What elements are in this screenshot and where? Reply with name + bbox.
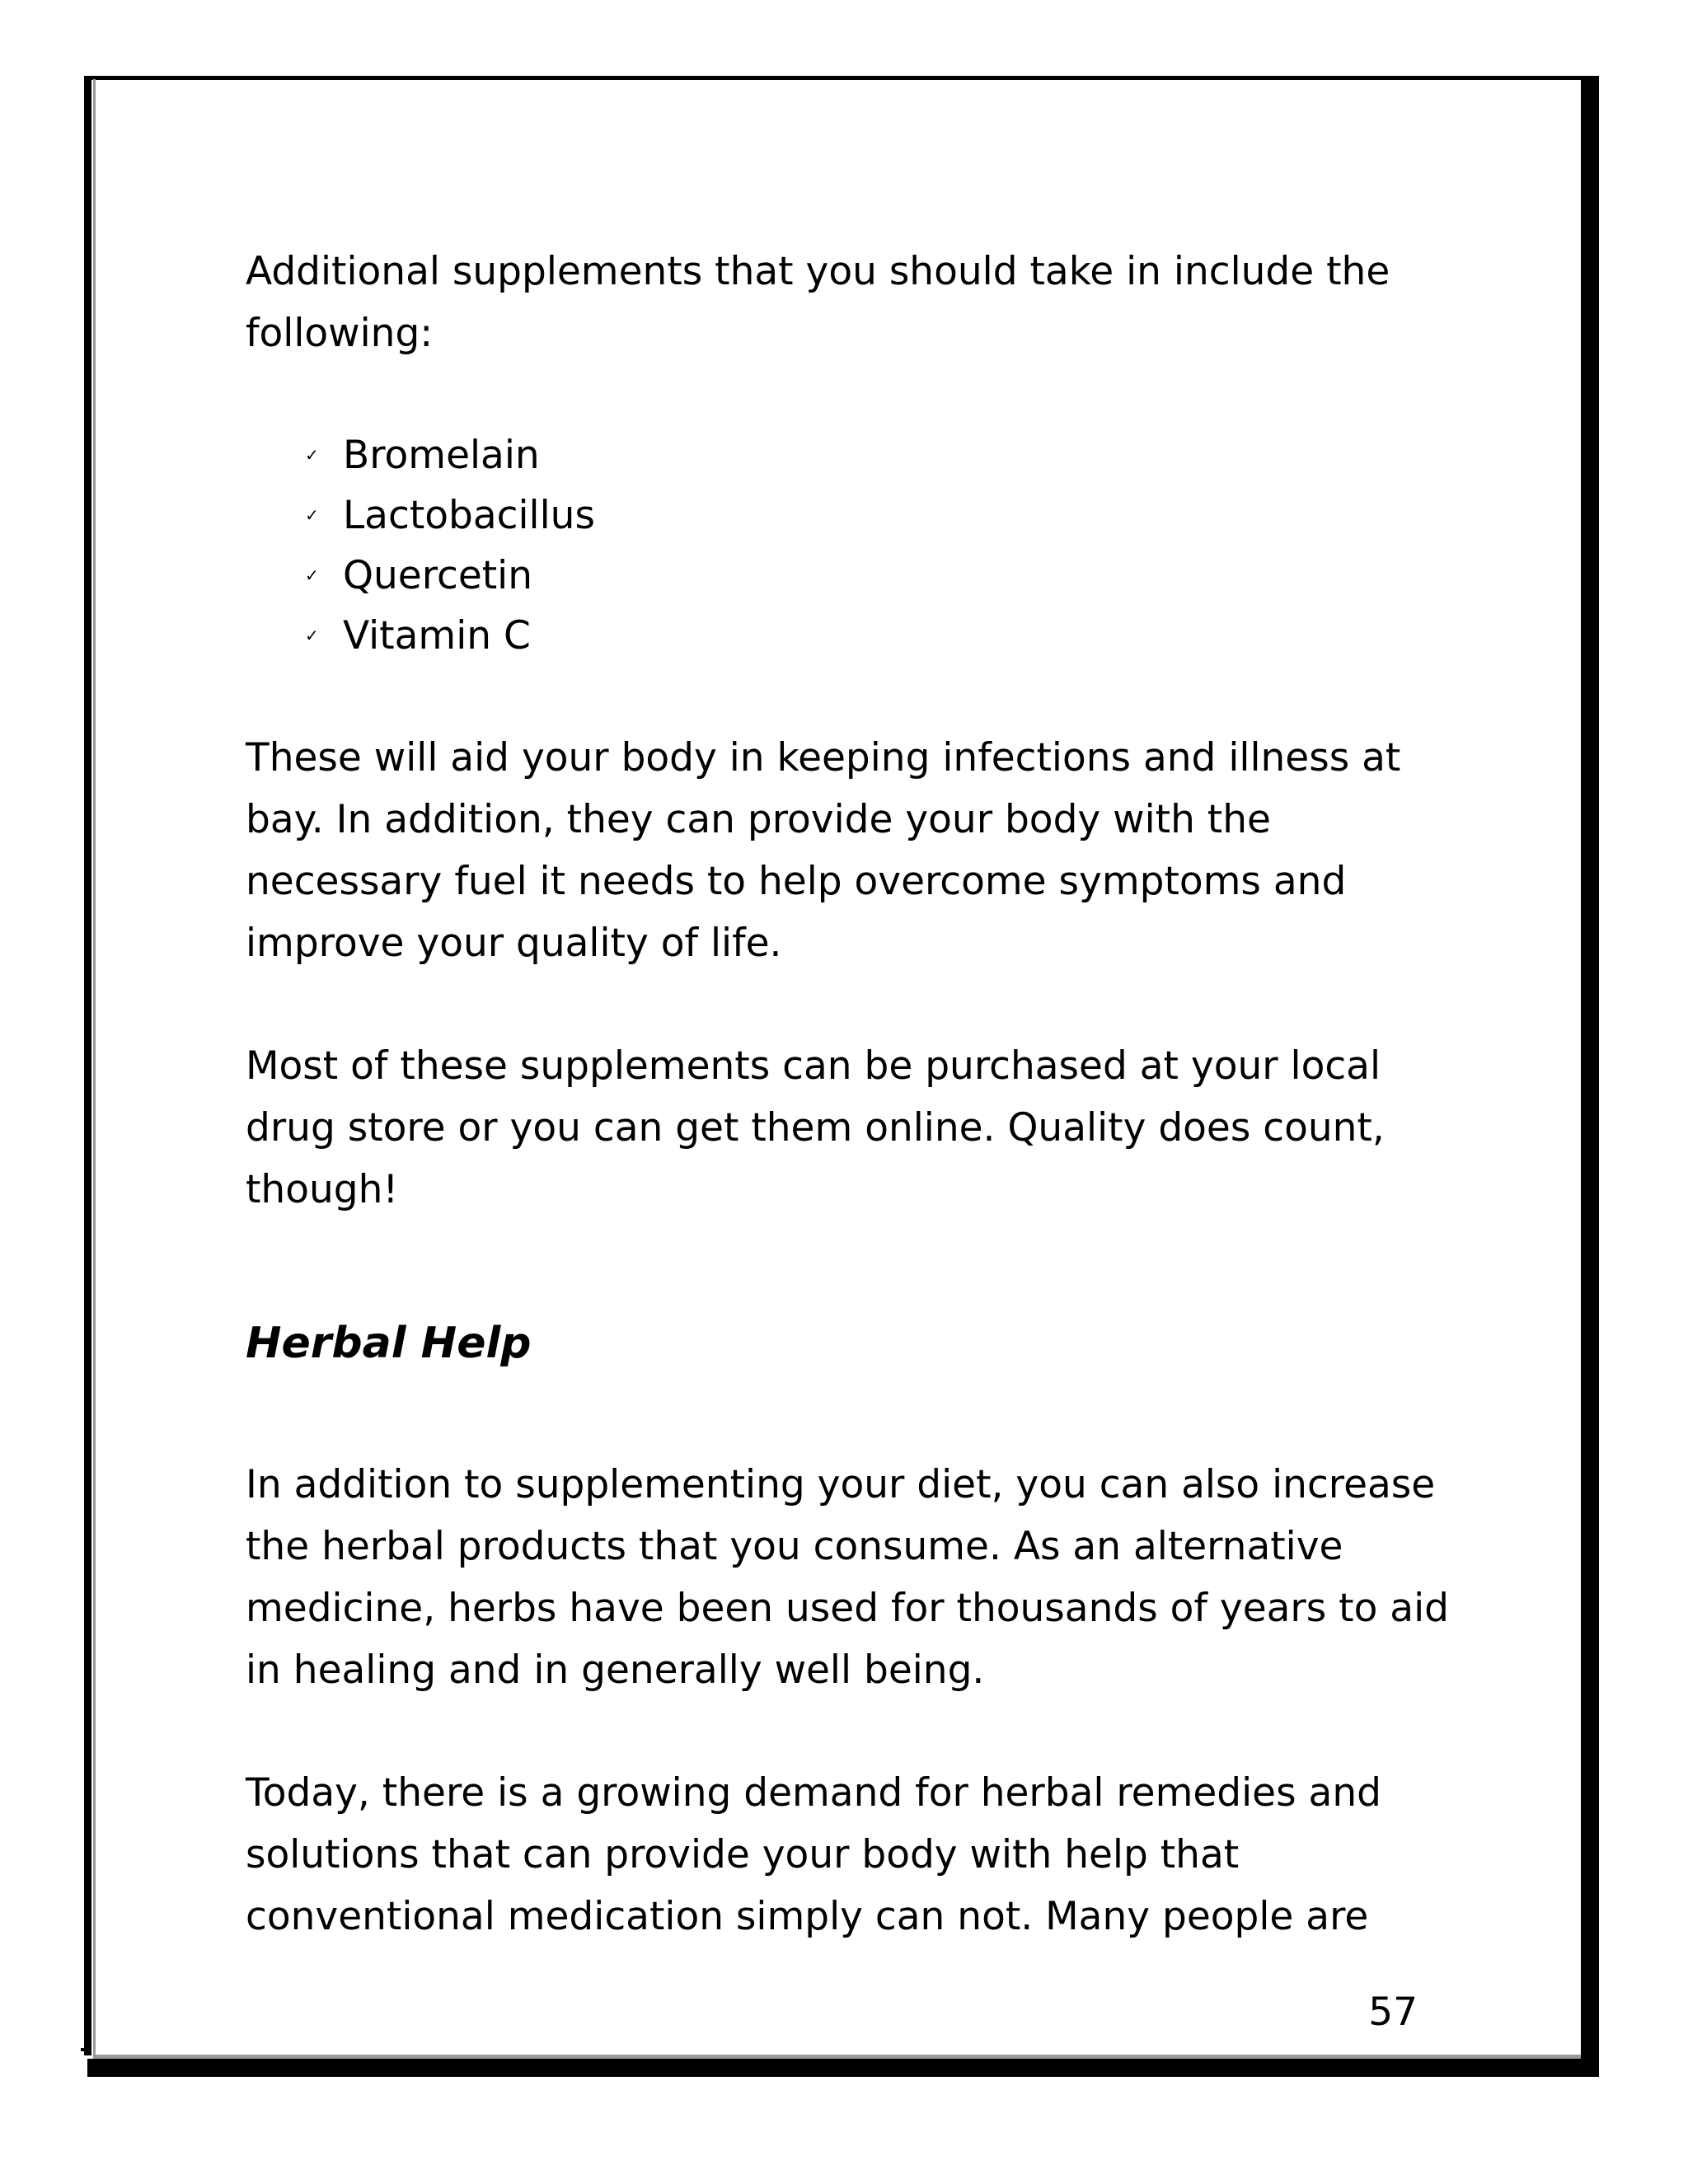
check-icon: ✓ [305, 626, 319, 645]
supplement-list [246, 425, 1449, 666]
list-item-label: Bromelain [343, 433, 540, 478]
purchase-paragraph: Most of these supplements can be purchased at your local drug store or you can get them online. Quality does count, though! [246, 1043, 1385, 1212]
check-icon: ✓ [305, 445, 319, 465]
list-item-label: Quercetin [343, 553, 533, 598]
check-icon: ✓ [305, 565, 319, 585]
list-item-label: Vitamin C [343, 613, 531, 658]
today-paragraph: Today, there is a growing demand for herbal remedies and solutions that can provide your body with help that conventional medication simply can not. Many people are [246, 1770, 1381, 1939]
section-heading: Herbal Help [246, 1319, 532, 1368]
list-item [246, 606, 1449, 666]
list-item [246, 425, 1449, 485]
list-item-label: Lactobacillus [343, 493, 595, 538]
page-number: 57 [1368, 1990, 1418, 2035]
intro-paragraph: Additional supplements that you should take in include the following: [246, 249, 1390, 356]
list-item [246, 485, 1449, 546]
check-icon: ✓ [305, 505, 319, 525]
herbal-paragraph: In addition to supplementing your diet, you can also increase the herbal products that you consume. As an alternative medicine, herbs have been used for thousands of years to aid in healing and in generally well being. [246, 1462, 1449, 1693]
benefits-paragraph: These will aid your body in keeping infections and illness at bay. In addition, they can provide your body with the necessary fuel it needs to help overcome symptoms and improve your quality of life. [246, 735, 1401, 966]
page-shadow-right [1581, 76, 1599, 2074]
list-item [246, 546, 1449, 606]
page-shadow-bottom [87, 2059, 1599, 2077]
corner-mark [81, 2048, 91, 2051]
page-content [246, 241, 1449, 1947]
